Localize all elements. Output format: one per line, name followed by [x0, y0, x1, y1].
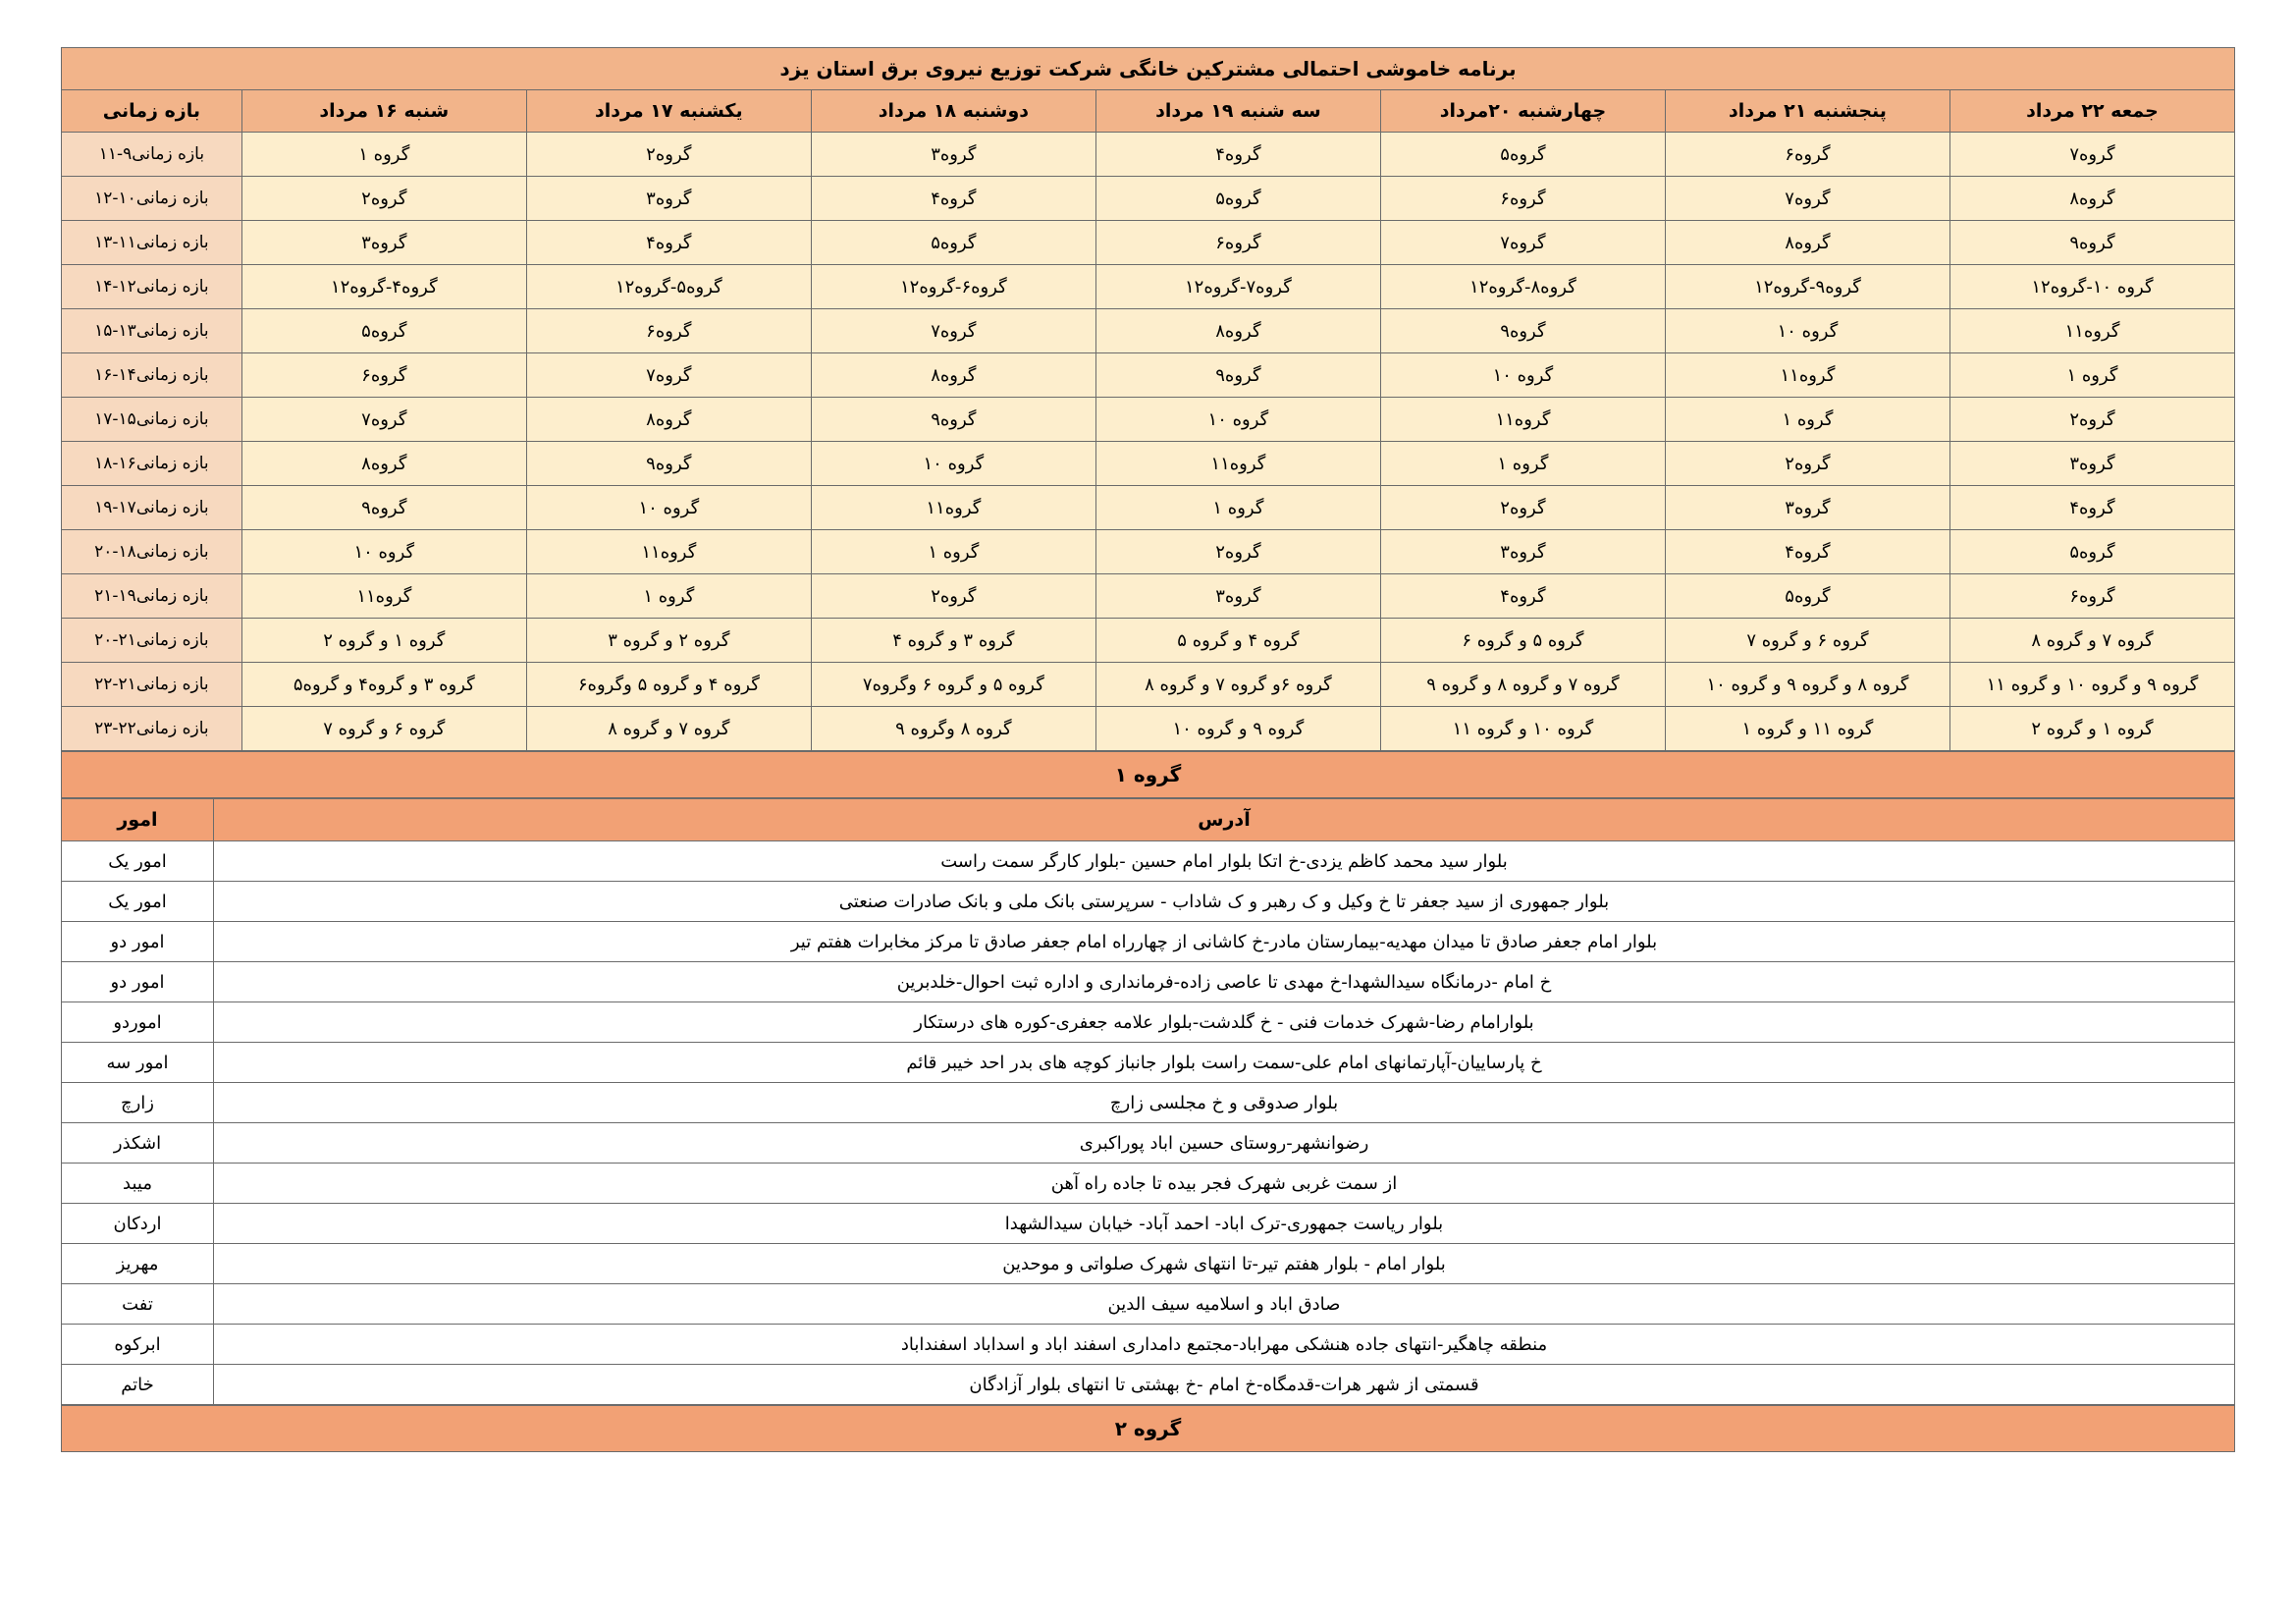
- schedule-cell: گروه۲: [241, 177, 526, 221]
- table-row: [62, 353, 2235, 398]
- schedule-cell: گروه۷: [241, 398, 526, 442]
- schedule-cell: گروه ۳ و گروه ۴: [811, 619, 1095, 663]
- table-row: [62, 133, 2235, 177]
- amor-cell: ابرکوه: [62, 1325, 214, 1365]
- schedule-cell: گروه ۱ و گروه ۲: [1949, 707, 2234, 751]
- table-row: [62, 1204, 2235, 1244]
- schedule-cell: گروه ۱: [241, 133, 526, 177]
- table-row: [62, 1365, 2235, 1405]
- amor-cell: تفت: [62, 1284, 214, 1325]
- group-banner-row: [62, 752, 2235, 798]
- schedule-cell: گروه۴: [1665, 530, 1949, 574]
- table-row: [62, 309, 2235, 353]
- schedule-cell: گروه ۸ و گروه ۹ و گروه ۱۰: [1665, 663, 1949, 707]
- schedule-cell: گروه۲: [811, 574, 1095, 619]
- schedule-cell: گروه ۱۰: [1380, 353, 1665, 398]
- schedule-cell: گروه۳: [1095, 574, 1380, 619]
- schedule-cell: گروه۶: [1095, 221, 1380, 265]
- table-row: [62, 1083, 2235, 1123]
- table-row: [62, 574, 2235, 619]
- outage-schedule-table: [61, 47, 2235, 751]
- schedule-cell: گروه۷: [526, 353, 811, 398]
- table-row: [62, 398, 2235, 442]
- amor-cell: امور دو: [62, 962, 214, 1002]
- amor-cell: امور دو: [62, 922, 214, 962]
- schedule-cell: گروه ۷ و گروه ۸: [1949, 619, 2234, 663]
- address-cell: از سمت غربی شهرک فجر بیده تا جاده راه آهن: [213, 1164, 2234, 1204]
- schedule-cell: گروه۵: [811, 221, 1095, 265]
- amor-cell: اردکان: [62, 1204, 214, 1244]
- schedule-cell: گروه۸: [1949, 177, 2234, 221]
- address-cell: رضوانشهر-روستای حسین اباد پوراکبری: [213, 1123, 2234, 1164]
- address-cell: بلوار سید محمد کاظم یزدی-خ اتکا بلوار امام حسین -بلوار کارگر سمت راست: [213, 841, 2234, 882]
- address-cell: بلوارامام رضا-شهرک خدمات فنی - خ گلدشت-بلوار علامه جعفری-کوره های درستکار: [213, 1002, 2234, 1043]
- schedule-cell: گروه۶: [1380, 177, 1665, 221]
- table-row: [62, 1325, 2235, 1365]
- address-column-header: آدرس: [213, 799, 2234, 841]
- table-row: [62, 1244, 2235, 1284]
- schedule-cell: گروه۴: [1949, 486, 2234, 530]
- schedule-title: برنامه خاموشی احتمالی مشترکین خانگی شرکت توزیع نیروی برق استان یزد: [62, 48, 2235, 90]
- schedule-title-row: [62, 48, 2235, 90]
- schedule-cell: گروه۸: [811, 353, 1095, 398]
- schedule-cell: گروه۳: [1665, 486, 1949, 530]
- schedule-cell: گروه۵: [1665, 574, 1949, 619]
- timeslot-label: بازه زمانی۲۲-۲۳: [62, 707, 242, 751]
- schedule-cell: گروه۱۱: [1665, 353, 1949, 398]
- schedule-cell: گروه ۱۰-گروه۱۲: [1949, 265, 2234, 309]
- table-row: [62, 707, 2235, 751]
- column-header-monday: دوشنبه ۱۸ مرداد: [811, 90, 1095, 133]
- timeslot-label: بازه زمانی۱۱-۱۳: [62, 221, 242, 265]
- column-header-friday: جمعه ۲۲ مرداد: [1949, 90, 2234, 133]
- schedule-cell: گروه ۵ و گروه ۶: [1380, 619, 1665, 663]
- address-cell: منطقه چاهگیر-انتهای جاده هنشکی مهراباد-مجتمع دامداری اسفند اباد و اسداباد اسفنداباد: [213, 1325, 2234, 1365]
- schedule-cell: گروه۳: [241, 221, 526, 265]
- address-cell: بلوار جمهوری از سید جعفر تا خ وکیل و ک رهبر و ک شاداب - سرپرستی بانک ملی و بانک صادرات صنعتی: [213, 882, 2234, 922]
- group-1-banner-table: [61, 751, 2235, 798]
- address-cell: صادق اباد و اسلامیه سیف الدین: [213, 1284, 2234, 1325]
- table-row: [62, 841, 2235, 882]
- schedule-cell: گروه۴: [1095, 133, 1380, 177]
- timeslot-label: بازه زمانی۱۵-۱۷: [62, 398, 242, 442]
- schedule-cell: گروه۵: [1380, 133, 1665, 177]
- schedule-cell: گروه۸: [526, 398, 811, 442]
- amor-cell: اموردو: [62, 1002, 214, 1043]
- timeslot-label: بازه زمانی۲۱-۲۲: [62, 663, 242, 707]
- schedule-cell: گروه ۱: [1665, 398, 1949, 442]
- schedule-cell: گروه ۹ و گروه ۱۰: [1095, 707, 1380, 751]
- schedule-cell: گروه۱۱: [1095, 442, 1380, 486]
- schedule-cell: گروه ۱: [1380, 442, 1665, 486]
- schedule-cell: گروه۲: [1380, 486, 1665, 530]
- schedule-cell: گروه۷: [811, 309, 1095, 353]
- schedule-cell: گروه ۴ و گروه ۵: [1095, 619, 1380, 663]
- schedule-cell: گروه۱۱: [1949, 309, 2234, 353]
- amor-cell: امور یک: [62, 841, 214, 882]
- schedule-cell: گروه۹: [1380, 309, 1665, 353]
- schedule-cell: گروه ۲ و گروه ۳: [526, 619, 811, 663]
- schedule-cell: گروه۷: [1949, 133, 2234, 177]
- schedule-cell: گروه۶: [1949, 574, 2234, 619]
- schedule-cell: گروه ۱: [1949, 353, 2234, 398]
- schedule-cell: گروه۳: [811, 133, 1095, 177]
- schedule-cell: گروه۴-گروه۱۲: [241, 265, 526, 309]
- amor-cell: خاتم: [62, 1365, 214, 1405]
- schedule-cell: گروه۷: [1380, 221, 1665, 265]
- schedule-cell: گروه۱۱: [526, 530, 811, 574]
- schedule-cell: گروه ۱: [526, 574, 811, 619]
- schedule-cell: گروه۹: [241, 486, 526, 530]
- schedule-cell: گروه۳: [1949, 442, 2234, 486]
- schedule-cell: گروه ۱: [811, 530, 1095, 574]
- amor-column-header: امور: [62, 799, 214, 841]
- schedule-cell: گروه۴: [811, 177, 1095, 221]
- schedule-cell: گروه ۱: [1095, 486, 1380, 530]
- schedule-cell: گروه ۵ و گروه ۶ وگروه۷: [811, 663, 1095, 707]
- table-row: [62, 442, 2235, 486]
- address-cell: بلوار امام - بلوار هفتم تیر-تا انتهای شهرک صلواتی و موحدین: [213, 1244, 2234, 1284]
- schedule-cell: گروه ۱۰: [241, 530, 526, 574]
- timeslot-label: بازه زمانی۱۴-۱۶: [62, 353, 242, 398]
- schedule-cell: گروه۶-گروه۱۲: [811, 265, 1095, 309]
- schedule-cell: گروه۱۱: [1380, 398, 1665, 442]
- schedule-cell: گروه ۱۰: [811, 442, 1095, 486]
- schedule-cell: گروه۹: [1949, 221, 2234, 265]
- schedule-cell: گروه۲: [1949, 398, 2234, 442]
- schedule-cell: گروه ۷ و گروه ۸: [526, 707, 811, 751]
- schedule-cell: گروه۱۱: [241, 574, 526, 619]
- schedule-cell: گروه۸-گروه۱۲: [1380, 265, 1665, 309]
- schedule-cell: گروه ۱۰: [1095, 398, 1380, 442]
- schedule-cell: گروه۸: [1095, 309, 1380, 353]
- amor-cell: مهریز: [62, 1244, 214, 1284]
- group-2-banner: گروه ۲: [62, 1406, 2235, 1452]
- amor-cell: امور یک: [62, 882, 214, 922]
- schedule-cell: گروه ۶ و گروه ۷: [1665, 619, 1949, 663]
- schedule-cell: گروه ۱۰: [526, 486, 811, 530]
- table-row: [62, 882, 2235, 922]
- schedule-cell: گروه۸: [1665, 221, 1949, 265]
- address-cell: قسمتی از شهر هرات-قدمگاه-خ امام -خ بهشتی تا انتهای بلوار آزادگان: [213, 1365, 2234, 1405]
- schedule-cell: گروه۹: [1095, 353, 1380, 398]
- address-cell: خ پارساییان-آپارتمانهای امام علی-سمت راست بلوار جانباز کوچه های بدر احد خیبر قائم: [213, 1043, 2234, 1083]
- schedule-cell: گروه۳: [526, 177, 811, 221]
- table-row: [62, 962, 2235, 1002]
- schedule-cell: گروه۸: [241, 442, 526, 486]
- table-row: [62, 1002, 2235, 1043]
- schedule-cell: گروه۵-گروه۱۲: [526, 265, 811, 309]
- column-header-timeslot: بازه زمانی: [62, 90, 242, 133]
- timeslot-label: بازه زمانی۲۱-۲۰: [62, 619, 242, 663]
- amor-cell: اشکذر: [62, 1123, 214, 1164]
- timeslot-label: بازه زمانی۱۲-۱۴: [62, 265, 242, 309]
- table-row: [62, 1284, 2235, 1325]
- table-row: [62, 922, 2235, 962]
- timeslot-label: بازه زمانی۱۷-۱۹: [62, 486, 242, 530]
- group-banner-row: [62, 1406, 2235, 1452]
- column-header-thursday: پنجشنبه ۲۱ مرداد: [1665, 90, 1949, 133]
- timeslot-label: بازه زمانی۱۸-۲۰: [62, 530, 242, 574]
- schedule-cell: گروه۶: [1665, 133, 1949, 177]
- column-header-tuesday: سه شنبه ۱۹ مرداد: [1095, 90, 1380, 133]
- column-header-saturday: شنبه ۱۶ مرداد: [241, 90, 526, 133]
- schedule-cell: گروه ۶و گروه ۷ و گروه ۸: [1095, 663, 1380, 707]
- timeslot-label: بازه زمانی۱۳-۱۵: [62, 309, 242, 353]
- table-row: [62, 486, 2235, 530]
- schedule-cell: گروه ۱۱ و گروه ۱: [1665, 707, 1949, 751]
- schedule-cell: گروه۷: [1665, 177, 1949, 221]
- schedule-cell: گروه۵: [1949, 530, 2234, 574]
- schedule-cell: گروه ۸ وگروه ۹: [811, 707, 1095, 751]
- schedule-cell: گروه۲: [1095, 530, 1380, 574]
- schedule-cell: گروه ۱ و گروه ۲: [241, 619, 526, 663]
- schedule-cell: گروه ۳ و گروه۴ و گروه۵: [241, 663, 526, 707]
- timeslot-label: بازه زمانی۱۰-۱۲: [62, 177, 242, 221]
- schedule-cell: گروه۴: [1380, 574, 1665, 619]
- column-header-wednesday: چهارشنبه ۲۰مرداد: [1380, 90, 1665, 133]
- group-1-banner: گروه ۱: [62, 752, 2235, 798]
- schedule-cell: گروه۹-گروه۱۲: [1665, 265, 1949, 309]
- timeslot-label: بازه زمانی۹-۱۱: [62, 133, 242, 177]
- schedule-cell: گروه۵: [241, 309, 526, 353]
- table-row: [62, 221, 2235, 265]
- schedule-header-row: [62, 90, 2235, 133]
- schedule-cell: گروه۲: [526, 133, 811, 177]
- address-cell: بلوار صدوقی و خ مجلسی زارچ: [213, 1083, 2234, 1123]
- address-cell: بلوار ریاست جمهوری-ترک اباد- احمد آباد- خیابان سیدالشهدا: [213, 1204, 2234, 1244]
- address-table: [61, 798, 2235, 1405]
- table-row: [62, 177, 2235, 221]
- schedule-cell: گروه ۶ و گروه ۷: [241, 707, 526, 751]
- schedule-cell: گروه۹: [811, 398, 1095, 442]
- schedule-cell: گروه۷-گروه۱۲: [1095, 265, 1380, 309]
- schedule-cell: گروه ۱۰ و گروه ۱۱: [1380, 707, 1665, 751]
- amor-cell: زارچ: [62, 1083, 214, 1123]
- column-header-sunday: یکشنبه ۱۷ مرداد: [526, 90, 811, 133]
- schedule-cell: گروه۱۱: [811, 486, 1095, 530]
- schedule-cell: گروه ۷ و گروه ۸ و گروه ۹: [1380, 663, 1665, 707]
- table-row: [62, 663, 2235, 707]
- schedule-cell: گروه ۴ و گروه ۵ وگروه۶: [526, 663, 811, 707]
- address-header-row: [62, 799, 2235, 841]
- schedule-cell: گروه۳: [1380, 530, 1665, 574]
- schedule-cell: گروه ۹ و گروه ۱۰ و گروه ۱۱: [1949, 663, 2234, 707]
- table-row: [62, 1123, 2235, 1164]
- table-row: [62, 619, 2235, 663]
- table-row: [62, 530, 2235, 574]
- address-cell: خ امام -درمانگاه سیدالشهدا-خ مهدی تا عاصی زاده-فرمانداری و اداره ثبت احوال-خلدبرین: [213, 962, 2234, 1002]
- schedule-cell: گروه۴: [526, 221, 811, 265]
- schedule-cell: گروه۵: [1095, 177, 1380, 221]
- table-row: [62, 1164, 2235, 1204]
- group-2-banner-table: [61, 1405, 2235, 1452]
- schedule-cell: گروه ۱۰: [1665, 309, 1949, 353]
- schedule-cell: گروه۶: [526, 309, 811, 353]
- table-row: [62, 1043, 2235, 1083]
- schedule-cell: گروه۶: [241, 353, 526, 398]
- timeslot-label: بازه زمانی۱۹-۲۱: [62, 574, 242, 619]
- address-cell: بلوار امام جعفر صادق تا میدان مهدیه-بیمارستان مادر-خ کاشانی از چهارراه امام جعفر صادق تا مرکز مخابرات هفتم تیر: [213, 922, 2234, 962]
- amor-cell: میبد: [62, 1164, 214, 1204]
- schedule-cell: گروه۹: [526, 442, 811, 486]
- table-row: [62, 265, 2235, 309]
- amor-cell: امور سه: [62, 1043, 214, 1083]
- schedule-cell: گروه۲: [1665, 442, 1949, 486]
- timeslot-label: بازه زمانی۱۶-۱۸: [62, 442, 242, 486]
